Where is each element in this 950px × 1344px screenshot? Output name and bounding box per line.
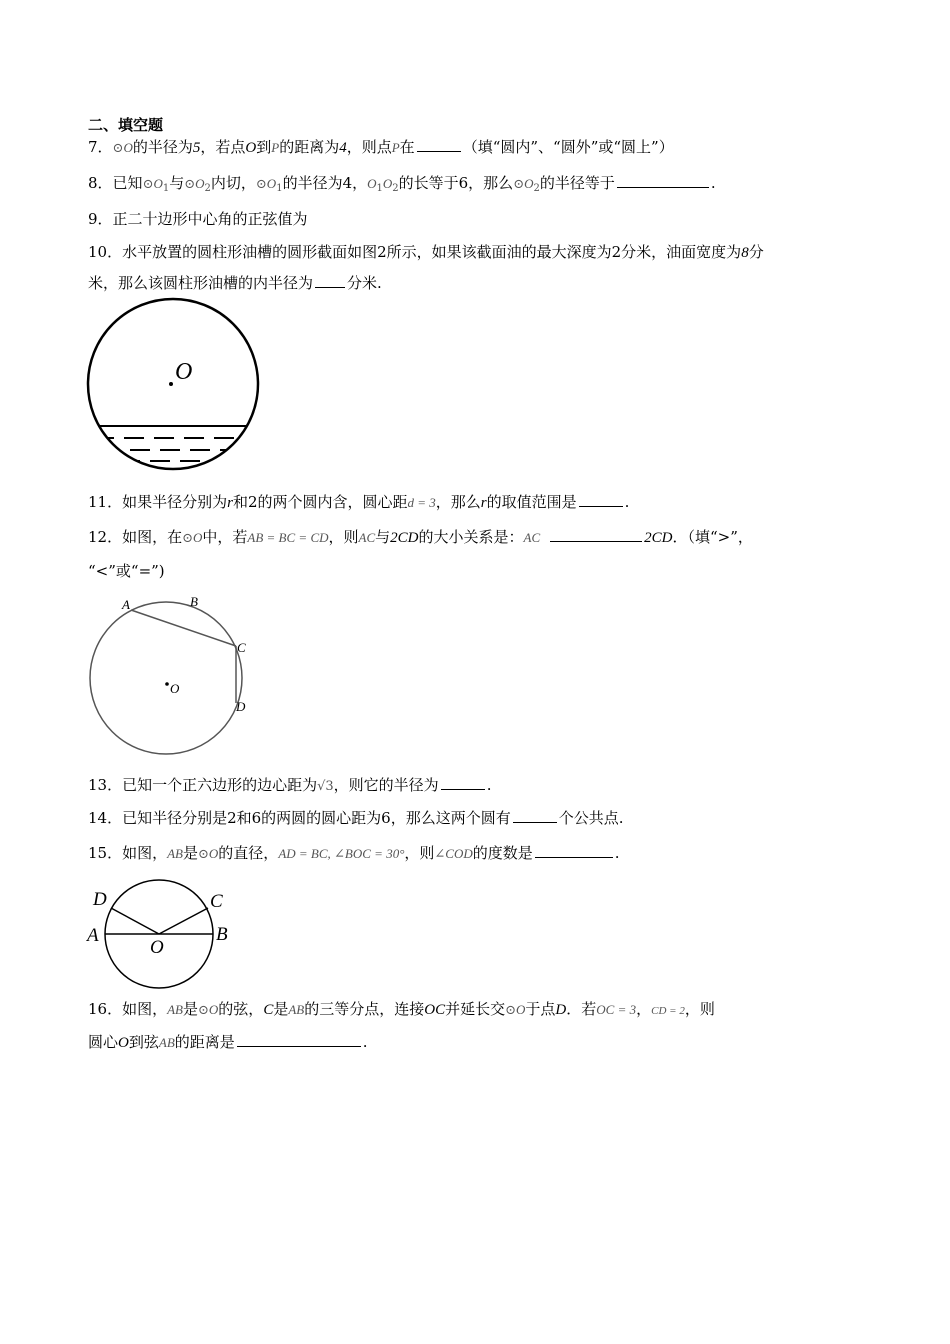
- question-11: 11．如果半径分别为r和2的两个圆内含，圆心距d = 3，那么r的取值范围是 .: [88, 493, 630, 511]
- answer-blank[interactable]: [579, 492, 623, 507]
- center-point: [169, 382, 173, 386]
- question-number: 16．: [88, 1000, 123, 1018]
- center-label: O: [175, 359, 193, 385]
- chord-ac: [131, 610, 236, 646]
- question-7: 7．⊙O的半径为5，若点O到P的距离为4，则点P在 （填“圆内”、“圆外”或“圆上”）: [88, 138, 674, 156]
- question-number: 8．: [88, 174, 113, 192]
- question-12-line-2: “<”或“=”): [88, 562, 165, 580]
- question-16-line-2: 圆心O到弦AB的距离是 .: [88, 1033, 368, 1051]
- question-number: 11．: [88, 493, 123, 511]
- oil-surface: [80, 426, 270, 461]
- section-title: 二、填空题: [88, 116, 164, 134]
- center-label: O: [150, 937, 164, 958]
- question-number: 14．: [88, 809, 123, 827]
- answer-blank[interactable]: [617, 173, 709, 188]
- point-label-d: D: [93, 889, 107, 910]
- answer-blank[interactable]: [237, 1032, 361, 1047]
- question-number: 13．: [88, 776, 123, 794]
- point-label-a: A: [122, 597, 130, 612]
- figure-circle-chords: [80, 590, 270, 760]
- question-16-line-1: 16．如图，AB是⊙O的弦，C是AB的三等分点，连接OC并延长交⊙O于点D．若OC = 3，CD = 2，则: [88, 1000, 715, 1018]
- figure-oil-tank: [80, 295, 270, 475]
- question-8: 8．已知$⊙O_1$与$⊙O_2$内切，$⊙O_1$的半径为4，$O_1O_2$的长等于6，那么$⊙O_2$的半径等于 .: [88, 174, 716, 194]
- answer-blank[interactable]: [513, 808, 557, 823]
- question-14: 14．已知半径分别是2和6的两圆的圆心距为6，那么这两个圆有 个公共点.: [88, 809, 624, 827]
- center-label: O: [170, 681, 180, 696]
- circle-o: [90, 602, 242, 754]
- question-number: 15．: [88, 844, 123, 862]
- answer-blank[interactable]: [315, 273, 345, 288]
- question-13: 13．已知一个正六边形的边心距为√3，则它的半径为 .: [88, 776, 492, 794]
- question-9: 9．正二十边形中心角的正弦值为: [88, 210, 308, 228]
- point-label-b: B: [190, 594, 198, 609]
- question-number: 12．: [88, 528, 123, 546]
- point-label-c: C: [237, 640, 246, 655]
- figure-diameter-ab: [84, 870, 244, 990]
- answer-blank[interactable]: [441, 775, 485, 790]
- point-label-a: A: [87, 925, 99, 946]
- question-15: 15．如图，AB是⊙O的直径，AD = BC, ∠BOC = 30°，则∠COD的度数是 .: [88, 844, 620, 862]
- point-label-d: D: [236, 699, 246, 714]
- point-label-b: B: [216, 924, 228, 945]
- answer-blank[interactable]: [535, 843, 613, 858]
- question-10-line-2: 米，那么该圆柱形油槽的内半径为 分米.: [88, 274, 382, 292]
- radius-od: [111, 908, 159, 934]
- question-10-line-1: 10．水平放置的圆柱形油槽的圆形截面如图2所示，如果该截面油的最大深度为2分米，油面宽度为8分: [88, 243, 764, 261]
- question-number: 9．: [88, 210, 113, 228]
- point-label-c: C: [210, 891, 223, 912]
- question-number: 7．: [88, 138, 113, 156]
- answer-blank[interactable]: [417, 137, 461, 152]
- question-number: 10．: [88, 243, 123, 261]
- question-12-line-1: 12．如图，在⊙O中，若AB = BC = CD，则AC与2CD的大小关系是：AC 2CD．（填“>”，: [88, 528, 753, 546]
- answer-blank[interactable]: [550, 527, 642, 542]
- radius-oc: [159, 908, 208, 934]
- center-point: [165, 682, 169, 686]
